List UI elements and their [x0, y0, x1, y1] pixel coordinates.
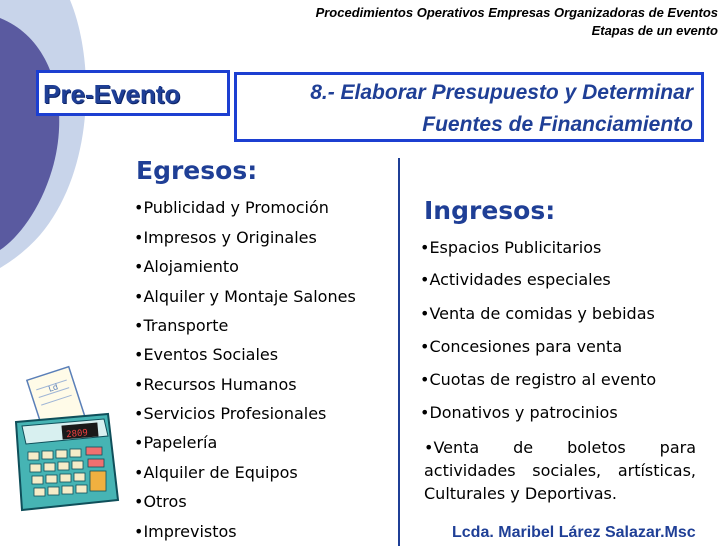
egresos-item: •Otros — [134, 492, 187, 511]
paper-text: Ld — [47, 382, 60, 394]
stage-label-box — [36, 70, 230, 116]
egresos-item: •Alquiler y Montaje Salones — [134, 287, 356, 306]
ingresos-item: •Espacios Publicitarios — [420, 238, 602, 257]
calculator-display: 2809 — [65, 428, 89, 441]
ingresos-item: •Donativos y patrocinios — [420, 403, 618, 422]
egresos-item: •Alojamiento — [134, 257, 239, 276]
header-line-1: Procedimientos Operativos Empresas Organizadoras de Eventos — [315, 5, 718, 20]
calculator-icon — [4, 364, 124, 514]
ingresos-item: •Venta de comidas y bebidas — [420, 304, 655, 323]
header-line-2: Etapas de un evento — [591, 23, 718, 38]
slide-title-box — [234, 72, 704, 142]
slide-title-line-2: Fuentes de Financiamiento — [422, 113, 693, 136]
stage-label: Pre-Evento — [43, 79, 181, 109]
egresos-item: •Imprevistos — [134, 522, 237, 541]
author-credit: Lcda. Maribel Lárez Salazar.Msc — [452, 524, 696, 541]
background-decoration — [0, 0, 110, 330]
egresos-item: •Alquiler de Equipos — [134, 463, 298, 482]
egresos-item: •Recursos Humanos — [134, 375, 297, 394]
ingresos-item: •Venta de boletos para actividades sociales, artísticas, Culturales y Deportivas. — [424, 438, 696, 503]
slide-title-line-1: 8.- Elaborar Presupuesto y Determinar — [310, 81, 693, 104]
ingresos-item: •Concesiones para venta — [420, 337, 623, 356]
ingresos-item: •Actividades especiales — [420, 270, 611, 289]
egresos-item: •Impresos y Originales — [134, 228, 317, 247]
egresos-item: •Papelería — [134, 433, 218, 452]
egresos-item: •Publicidad y Promoción — [134, 198, 329, 217]
egresos-item: •Servicios Profesionales — [134, 404, 327, 423]
egresos-item: •Eventos Sociales — [134, 345, 279, 364]
presentation-header — [316, 4, 718, 40]
ingresos-heading: Ingresos: — [424, 196, 556, 225]
egresos-heading: Egresos: — [136, 156, 258, 185]
egresos-item: •Transporte — [134, 316, 229, 335]
ingresos-item: •Cuotas de registro al evento — [420, 370, 657, 389]
column-divider — [398, 158, 400, 546]
